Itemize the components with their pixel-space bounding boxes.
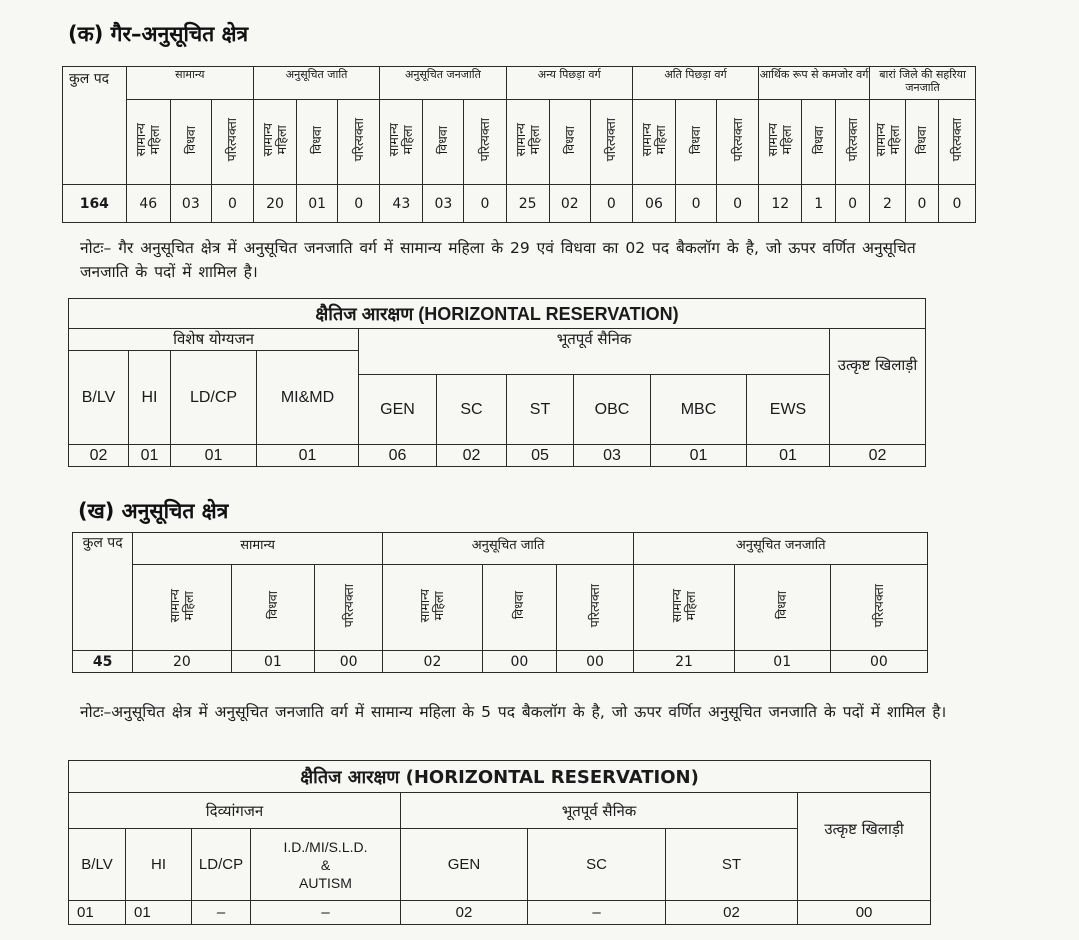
sub-header-label: सामान्य महिला (765, 123, 795, 157)
col-header: EWS (747, 375, 830, 445)
sub-header-cell (830, 565, 927, 651)
reservation-count-cell: 03 (574, 445, 651, 467)
sub-header-label: विधवा (182, 125, 198, 155)
total-posts-value: 45 (73, 651, 133, 673)
sub-header-cell (338, 100, 380, 185)
reservation-count-cell: 01 (69, 901, 126, 925)
col-header: OBC (574, 375, 651, 445)
sub-header-cell (133, 565, 231, 651)
sub-header-cell (126, 100, 170, 185)
sub-header-label: परित्यक्ता (587, 583, 603, 628)
post-count-cell: 43 (380, 185, 423, 223)
reservation-count-cell: – (251, 901, 401, 925)
sub-header-cell (905, 100, 938, 185)
sub-header-cell (676, 100, 717, 185)
section-a-posts-table (62, 66, 976, 223)
sub-header-label: परित्यक्ता (844, 118, 860, 162)
disabled-header: दिव्यांगजन (69, 793, 401, 829)
total-posts-header: कुल पद (63, 67, 127, 185)
sub-header-cell (211, 100, 253, 185)
group-header: अन्य पिछड़ा वर्ग (506, 67, 632, 100)
sub-header-cell (423, 100, 464, 185)
sub-header-label: सामान्य महिला (260, 123, 290, 157)
sub-header-cell (231, 565, 315, 651)
group-header: अनुसूचित जाति (253, 67, 379, 100)
col-header: MI&MD (257, 351, 359, 445)
total-posts-value: 164 (63, 185, 127, 223)
reservation-count-cell: – (192, 901, 251, 925)
sports-header (830, 329, 926, 445)
sub-header-cell (549, 100, 590, 185)
sub-header-label: परित्यक्ता (603, 118, 619, 162)
section-b-horizontal-table (68, 760, 931, 925)
sub-header-cell (836, 100, 870, 185)
reservation-count-cell: 01 (747, 445, 830, 467)
sub-header-cell (382, 565, 482, 651)
sub-header-label: सामान्य महिला (417, 588, 447, 623)
post-count-cell: 46 (126, 185, 170, 223)
sub-header-label: सामान्य महिला (638, 123, 668, 157)
reservation-count-cell: 02 (830, 445, 926, 467)
section-b-heading: (ख) अनुसूचित क्षेत्र (78, 499, 229, 523)
group-header: अनुसूचित जाति (382, 533, 634, 565)
sub-header-cell (556, 565, 634, 651)
section-a-heading: (क) गैर–अनुसूचित क्षेत्र (68, 22, 249, 46)
post-count-cell: 02 (382, 651, 482, 673)
col-header: I.D./MI/S.L.D. & AUTISM (251, 829, 401, 901)
sub-header-cell (734, 565, 830, 651)
group-header: अनुसूचित जनजाति (634, 533, 928, 565)
sub-header-label: विधवा (688, 125, 704, 155)
sub-header-label: विधवा (810, 125, 826, 155)
post-count-cell: 03 (170, 185, 211, 223)
post-count-cell: 01 (734, 651, 830, 673)
ex-servicemen-header: भूतपूर्व सैनिक (401, 793, 798, 829)
reservation-count-cell: 01 (126, 901, 192, 925)
post-count-cell: 02 (549, 185, 590, 223)
post-count-cell: 0 (938, 185, 975, 223)
sub-header-label: सामान्य महिला (386, 123, 416, 157)
reservation-count-cell: 02 (666, 901, 798, 925)
horizontal-title: क्षैतिज आरक्षण (HORIZONTAL RESERVATION) (69, 761, 931, 793)
sub-header-label: सामान्य महिला (133, 123, 163, 157)
sub-header-label: सामान्य महिला (872, 123, 902, 157)
sub-header-label: विधवा (264, 591, 280, 620)
group-header: बारां जिले की सहरिया जनजाति (870, 67, 976, 100)
spacer (359, 351, 830, 375)
sub-header-label: परित्यक्ता (870, 583, 886, 628)
reservation-count-cell: – (528, 901, 666, 925)
post-count-cell: 00 (315, 651, 382, 673)
sub-header-cell (632, 100, 675, 185)
post-count-cell: 20 (253, 185, 296, 223)
post-count-cell: 0 (590, 185, 632, 223)
section-b-note: नोटः–अनुसूचित क्षेत्र में अनुसूचित जनजाति वर्ग में सामान्य महिला के 5 पद बैकलॉग के है, जो ऊपर वर्णित अनुसूचित जनजाति के पदों में शामिल है। (80, 703, 947, 721)
sub-header-label: विधवा (309, 125, 325, 155)
col-header: ST (666, 829, 798, 901)
sub-header-cell (483, 565, 557, 651)
sub-header-label: सामान्य महिला (669, 588, 699, 623)
post-count-cell: 03 (423, 185, 464, 223)
sub-header-cell (802, 100, 836, 185)
col-header: LD/CP (171, 351, 257, 445)
col-header: HI (129, 351, 171, 445)
sports-header: उत्कृष्ट खिलाड़ी (798, 793, 931, 901)
post-count-cell: 01 (231, 651, 315, 673)
sub-header-label: सामान्य महिला (166, 588, 196, 623)
post-count-cell: 2 (870, 185, 906, 223)
col-header: SC (528, 829, 666, 901)
col-header: ST (507, 375, 574, 445)
group-header: अनुसूचित जनजाति (380, 67, 506, 100)
horizontal-title: क्षैतिज आरक्षण (HORIZONTAL RESERVATION) (69, 299, 926, 329)
post-count-cell: 20 (133, 651, 231, 673)
post-count-cell: 06 (632, 185, 675, 223)
sub-header-cell (634, 565, 734, 651)
col-header: HI (126, 829, 192, 901)
ex-servicemen-header: भूतपूर्व सैनिक (359, 329, 830, 351)
reservation-count-cell: 01 (129, 445, 171, 467)
post-count-cell: 25 (506, 185, 549, 223)
reservation-count-cell: 01 (257, 445, 359, 467)
sub-header-label: विधवा (774, 591, 790, 620)
sub-header-label: परित्यक्ता (729, 118, 745, 162)
col-header: B/LV (69, 351, 129, 445)
post-count-cell: 00 (483, 651, 557, 673)
post-count-cell: 0 (905, 185, 938, 223)
group-header: आर्थिक रूप से कमजोर वर्ग (759, 67, 870, 100)
sub-header-label: परित्यक्ता (948, 118, 964, 162)
section-b-posts-table (72, 532, 928, 673)
sub-header-label: सामान्य महिला (512, 123, 542, 157)
col-header: B/LV (69, 829, 126, 901)
sub-header-cell (870, 100, 906, 185)
section-a-horizontal-table (68, 298, 926, 467)
sub-header-cell (590, 100, 632, 185)
sub-header-label: परित्यक्ता (340, 583, 356, 628)
reservation-count-cell: 02 (437, 445, 507, 467)
sub-header-label: विधवा (913, 125, 929, 155)
col-header: SC (437, 375, 507, 445)
post-count-cell: 0 (338, 185, 380, 223)
sub-header-label: विधवा (435, 125, 451, 155)
sub-header-cell (170, 100, 211, 185)
post-count-cell: 0 (211, 185, 253, 223)
post-count-cell: 0 (676, 185, 717, 223)
post-count-cell: 0 (464, 185, 506, 223)
section-a-note: नोटः– गैर अनुसूचित क्षेत्र में अनुसूचित जनजाति वर्ग में सामान्य महिला के 29 एवं विधवा का 02 पद बैकलॉग के है, जो ऊपर वर्णित अनुसूचित जनजाति के पदों में शामिल है। (80, 239, 916, 281)
sub-header-cell (464, 100, 506, 185)
sub-header-cell (506, 100, 549, 185)
post-count-cell: 0 (836, 185, 870, 223)
sports-label: उत्कृष्ट खिलाड़ी (837, 356, 918, 374)
post-count-cell: 00 (556, 651, 634, 673)
col-header: GEN (359, 375, 437, 445)
reservation-count-cell: 00 (798, 901, 931, 925)
sub-header-label: परित्यक्ता (477, 118, 493, 162)
special-abled-header: विशेष योग्यजन (69, 329, 359, 351)
post-count-cell: 1 (802, 185, 836, 223)
group-header: अति पिछड़ा वर्ग (632, 67, 758, 100)
sub-header-label: विधवा (561, 125, 577, 155)
total-posts-header: कुल पद (73, 533, 133, 651)
group-header: सामान्य (133, 533, 383, 565)
sub-header-label: परित्यक्ता (224, 118, 240, 162)
post-count-cell: 01 (297, 185, 338, 223)
col-header: MBC (651, 375, 747, 445)
sub-header-cell (253, 100, 296, 185)
sub-header-cell (297, 100, 338, 185)
col-header: LD/CP (192, 829, 251, 901)
reservation-count-cell: 01 (171, 445, 257, 467)
sub-header-label: विधवा (511, 591, 527, 620)
sub-header-cell (759, 100, 802, 185)
reservation-count-cell: 02 (69, 445, 129, 467)
sub-header-cell (380, 100, 423, 185)
post-count-cell: 0 (717, 185, 759, 223)
post-count-cell: 21 (634, 651, 734, 673)
sub-header-label: परित्यक्ता (350, 118, 366, 162)
reservation-count-cell: 06 (359, 445, 437, 467)
post-count-cell: 12 (759, 185, 802, 223)
col-header: GEN (401, 829, 528, 901)
reservation-count-cell: 02 (401, 901, 528, 925)
sub-header-cell (315, 565, 382, 651)
group-header: सामान्य (126, 67, 253, 100)
sub-header-cell (938, 100, 975, 185)
reservation-count-cell: 01 (651, 445, 747, 467)
sub-header-cell (717, 100, 759, 185)
post-count-cell: 00 (830, 651, 927, 673)
reservation-count-cell: 05 (507, 445, 574, 467)
